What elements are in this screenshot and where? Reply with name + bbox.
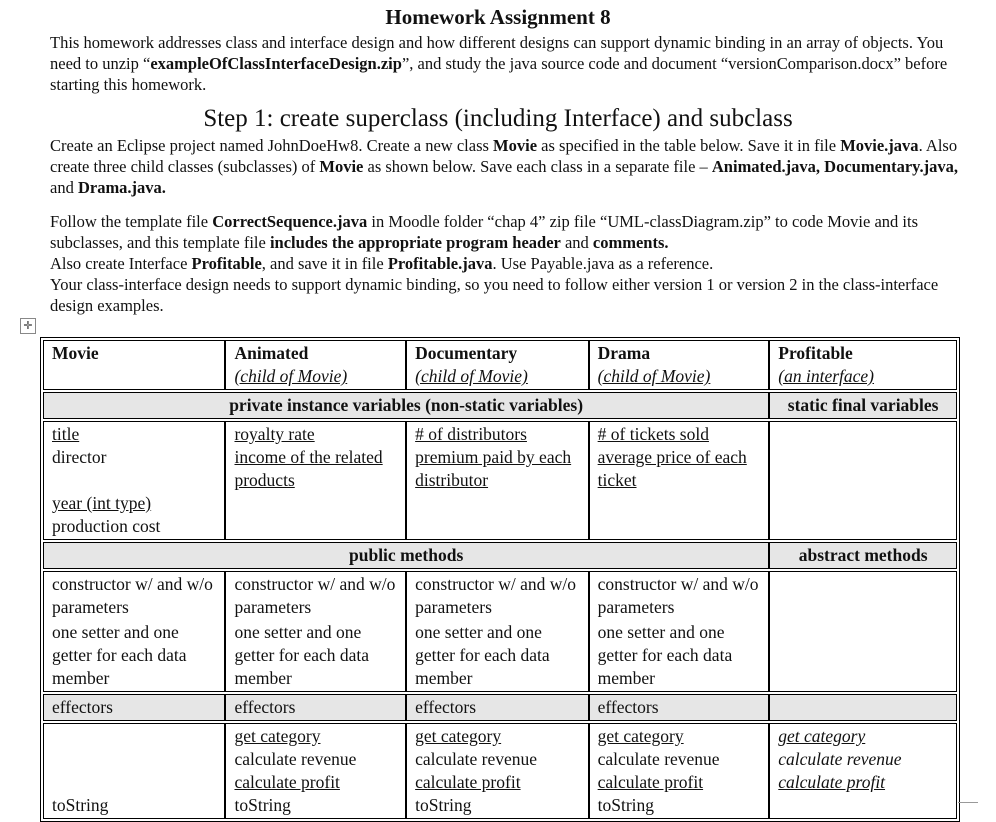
p2-text-1: Follow the template file — [50, 212, 213, 231]
cell-line: production cost — [52, 516, 161, 536]
header-documentary — [406, 340, 589, 390]
cell-line: get category — [415, 726, 502, 746]
table-cell — [406, 421, 589, 540]
cell-line — [52, 469, 216, 492]
p2-text-2: in Moodle folder “chap 4” zip file “UML-classDiagram.zip” to code Movie and its subclasses, and this template file — [50, 212, 918, 252]
header-sub: (child of Movie) — [597, 366, 711, 386]
table-cell — [43, 723, 225, 819]
table-cell — [406, 723, 589, 819]
table-cell — [589, 421, 770, 540]
cell-line: director — [52, 447, 107, 467]
cell-line: constructor w/ and w/o parameters — [415, 574, 576, 617]
p2-bold-3: comments. — [592, 233, 669, 252]
cell-line: toString — [415, 795, 472, 815]
p1-bold-5: Drama.java. — [77, 178, 166, 197]
cell-line: constructor w/ and w/o parameters — [52, 574, 213, 617]
p1-bold-4: Animated.java, Documentary.java, — [711, 157, 958, 176]
page-title: Homework Assignment 8 — [385, 5, 611, 29]
cell-line: title — [52, 424, 80, 444]
header-sub: (child of Movie) — [234, 366, 348, 386]
header-label: Profitable — [778, 343, 853, 363]
p2-bold-4: Profitable — [191, 254, 262, 273]
table-move-handle-icon[interactable]: ✛ — [20, 318, 36, 334]
p1-text-1: Create an Eclipse project named JohnDoeHw8. Create a new class — [50, 136, 494, 155]
cell-line: get category — [597, 726, 684, 746]
table-cell — [769, 421, 957, 540]
zip-filename: exampleOfClassInterfaceDesign.zip — [150, 54, 402, 73]
page-edge-divider — [958, 802, 978, 803]
table-cell: effectors — [589, 694, 770, 721]
table-cell — [225, 571, 406, 692]
table-row — [43, 421, 957, 540]
header-label: Animated — [234, 343, 309, 363]
header-profitable — [769, 340, 957, 390]
table-cell: effectors — [43, 694, 225, 721]
section-abstract-methods: abstract methods — [769, 542, 957, 569]
header-animated — [225, 340, 406, 390]
cell-line: toString — [597, 795, 655, 815]
table-cell — [43, 571, 225, 692]
cell-line: one setter and one getter for each data member — [52, 622, 187, 688]
cell-line: one setter and one getter for each data member — [597, 622, 733, 688]
cell-line — [52, 748, 216, 771]
cell-line: constructor w/ and w/o parameters — [597, 574, 759, 617]
table-cell: effectors — [406, 694, 589, 721]
step-heading: Step 1: create superclass (including Interface) and subclass — [203, 105, 793, 132]
table-cell: effectors — [225, 694, 406, 721]
p2-bold-1: CorrectSequence.java — [212, 212, 368, 231]
cell-line: year (int type) — [52, 493, 152, 513]
cell-line: get category — [778, 726, 866, 746]
header-sub: (child of Movie) — [415, 366, 528, 386]
intro-paragraph — [50, 32, 960, 95]
step-paragraph-1 — [50, 135, 960, 198]
cell-line: # of distributors — [415, 424, 527, 444]
cell-line: calculate profit — [234, 772, 340, 792]
cell-line: calculate revenue — [234, 749, 357, 769]
cell-line: calculate revenue — [415, 749, 538, 769]
header-label: Drama — [597, 343, 651, 363]
header-sub: (an interface) — [778, 366, 875, 386]
cell-line: one setter and one getter for each data member — [234, 622, 370, 688]
table-cell — [225, 421, 406, 540]
table-cell — [769, 571, 957, 692]
table-cell — [769, 694, 957, 721]
table-cell — [225, 723, 406, 819]
p1-bold-3: Movie — [319, 157, 364, 176]
p2-text-4: Also create Interface — [50, 254, 192, 273]
section-public-methods: public methods — [43, 542, 769, 569]
cell-line: premium paid by each distributor — [415, 447, 572, 490]
table-cell — [589, 723, 770, 819]
header-label: Documentary — [415, 343, 518, 363]
section-private-variables: private instance variables (non-static variables) — [43, 392, 769, 419]
cell-line — [52, 725, 216, 748]
table-row — [43, 723, 957, 819]
cell-line: calculate profit — [415, 772, 521, 792]
header-drama — [589, 340, 770, 390]
p2-text-3: and — [560, 233, 593, 252]
p1-text-2: as specified in the table below. Save it in file — [537, 136, 841, 155]
cell-line: calculate revenue — [597, 749, 720, 769]
cell-line: calculate profit — [778, 772, 886, 792]
p2-bold-5: Profitable.java — [387, 254, 493, 273]
class-design-table — [40, 337, 960, 822]
table-cell — [589, 571, 770, 692]
table-cell — [43, 421, 225, 540]
header-movie — [43, 340, 225, 390]
section-static-variables: static final variables — [769, 392, 957, 419]
p1-text-5: and — [50, 178, 78, 197]
header-label: Movie — [52, 343, 99, 363]
cell-line: one setter and one getter for each data member — [415, 622, 550, 688]
cell-line: toString — [234, 795, 291, 815]
table-cell — [406, 571, 589, 692]
cell-line — [778, 794, 948, 817]
cell-line: # of tickets sold — [597, 424, 709, 444]
intro-text-1: This homework addresses class and interface design and how different designs can support dynamic binding in an array of objects. You need to unzip “ — [50, 33, 944, 73]
cell-line — [52, 771, 216, 794]
section-row-methods — [43, 542, 957, 569]
effectors-row — [43, 694, 957, 721]
cell-line: constructor w/ and w/o parameters — [234, 574, 396, 617]
section-row-variables — [43, 392, 957, 419]
table-row — [43, 571, 957, 692]
p1-bold-2: Movie.java — [840, 136, 919, 155]
p2-bold-2: includes the appropriate program header — [269, 233, 561, 252]
p2-text-6: . Use Payable.java as a reference. — [492, 254, 714, 273]
p1-text-4: as shown below. Save each class in a separate file – — [363, 157, 712, 176]
p2-text-5: , and save it in file — [261, 254, 388, 273]
p1-text-3: . Also create three child classes (subclasses) of — [50, 136, 958, 176]
cell-line: toString — [52, 795, 109, 815]
cell-line: calculate profit — [597, 772, 704, 792]
p1-bold-1: Movie — [493, 136, 538, 155]
step-paragraph-2 — [50, 211, 960, 316]
p2-text-7: Your class-interface design needs to support dynamic binding, so you need to follow either version 1 or version 2 in the class-interface design examples. — [50, 275, 939, 315]
intro-text-2: ”, and study the java source code and document “versionComparison.docx” before starting this homework. — [50, 54, 948, 94]
table-cell — [769, 723, 957, 819]
cell-line: calculate revenue — [778, 749, 902, 769]
table-header-row — [43, 340, 957, 390]
cell-line: royalty rate — [234, 424, 315, 444]
cell-line: get category — [234, 726, 321, 746]
cell-line: income of the related products — [234, 447, 383, 490]
cell-line: average price of each ticket — [597, 447, 747, 490]
